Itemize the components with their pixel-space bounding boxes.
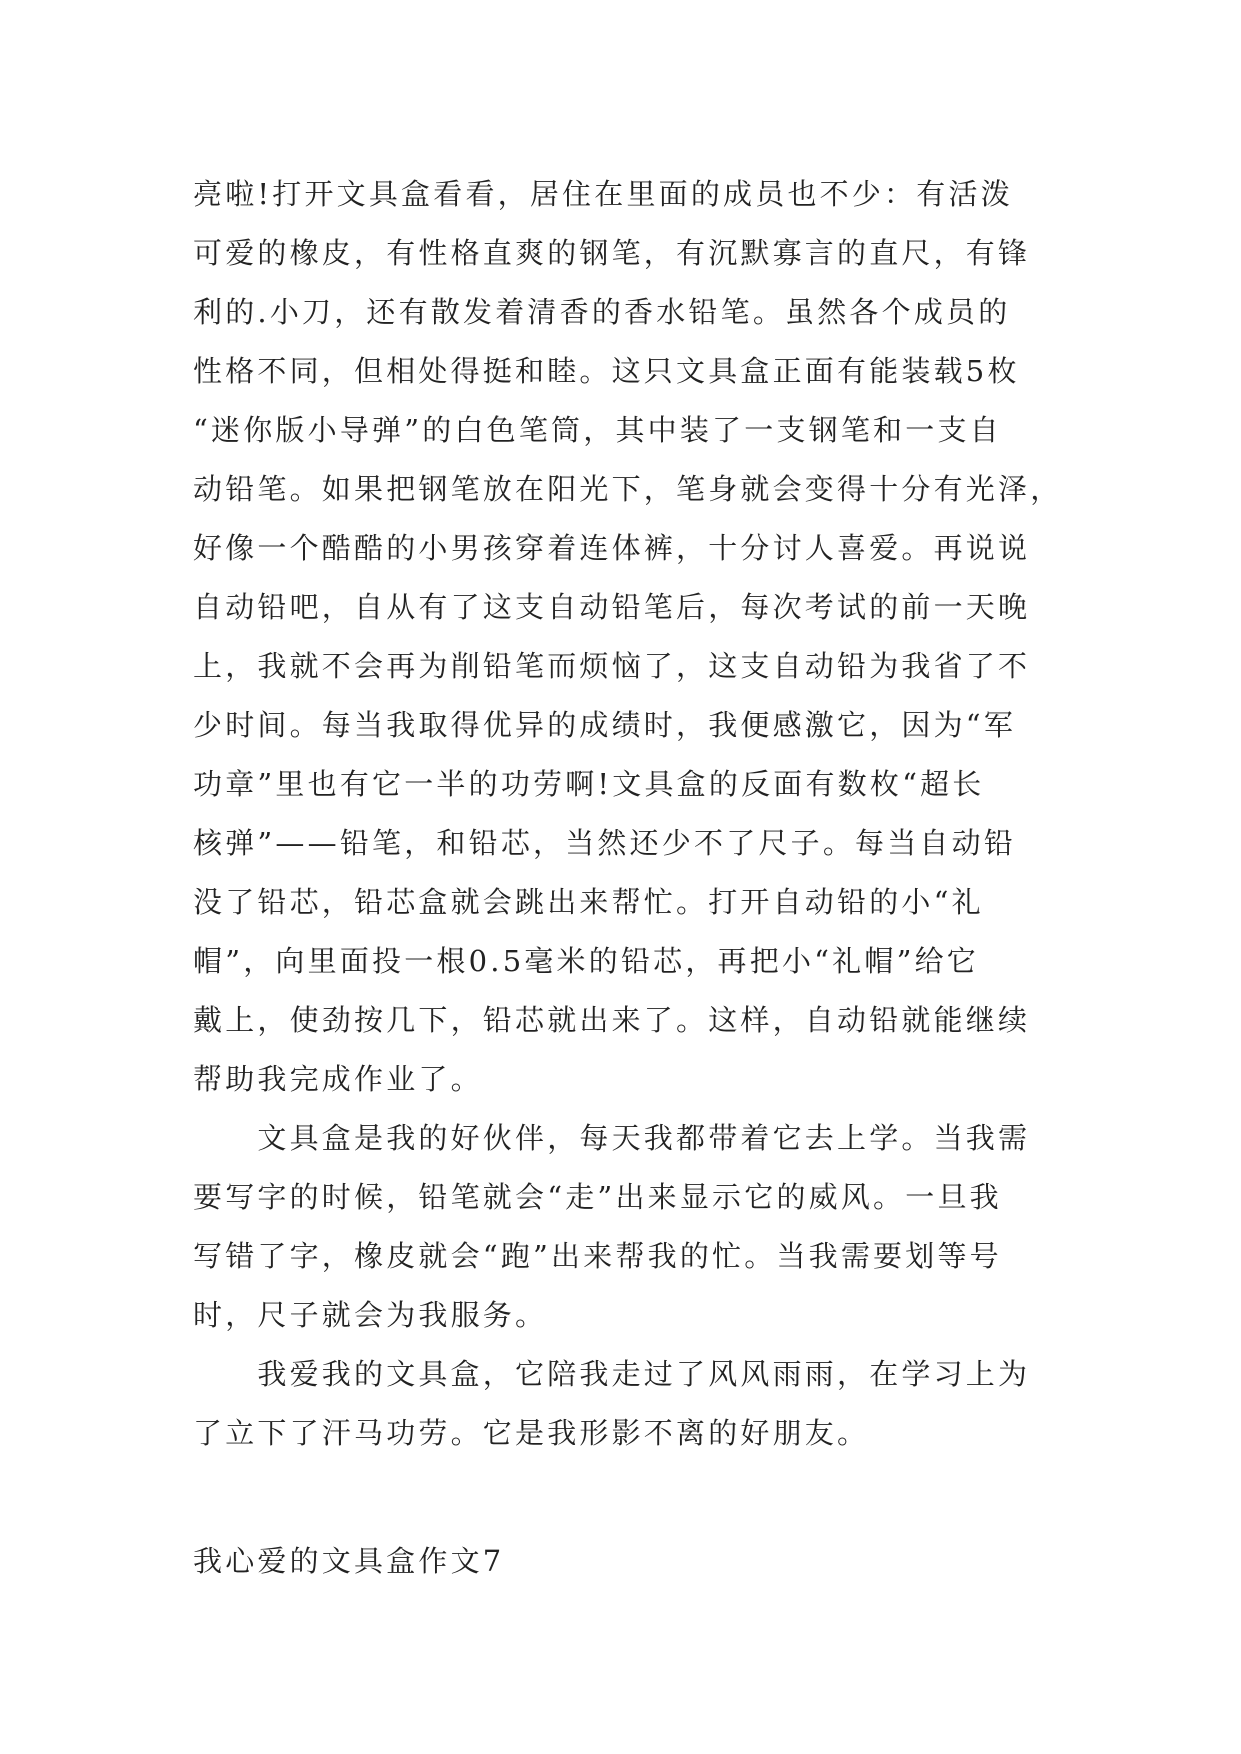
text-line: 要写字的时候，铅笔就会“走”出来显示它的威风。一旦我 [193,1180,1002,1214]
text-line: 帽”，向里面投一根0.5毫米的铅芯，再把小“礼帽”给它 [193,944,979,978]
text-line: 戴上，使劲按几下，铅芯就出来了。这样，自动铅就能继续 [193,1003,1031,1037]
text-line: 自动铅吧，自从有了这支自动铅笔后，每次考试的前一天晚 [193,590,1031,624]
text-line: 我爱我的文具盒，它陪我走过了风风雨雨，在学习上为 [193,1357,1031,1391]
text-line: 上，我就不会再为削铅笔而烦恼了，这支自动铅为我省了不 [193,649,1031,683]
body-text [193,165,1063,1463]
text-line: 少时间。每当我取得优异的成绩时，我便感激它，因为“军 [193,708,1017,742]
text-line: 动铅笔。如果把钢笔放在阳光下，笔身就会变得十分有光泽， [193,472,1063,506]
text-line: 没了铅芯，铅芯盒就会跳出来帮忙。打开自动铅的小“礼 [193,885,984,919]
text-line: 功章”里也有它一半的功劳啊!文具盒的反面有数枚“超长 [193,767,985,801]
text-line: 了立下了汗马功劳。它是我形影不离的好朋友。 [193,1416,870,1450]
text-line: 时，尺子就会为我服务。 [193,1298,548,1332]
paragraph-1 [193,165,1063,1109]
text-line: 可爱的橡皮，有性格直爽的钢笔，有沉默寡言的直尺，有锋 [193,236,1031,270]
text-line: 好像一个酷酷的小男孩穿着连体裤，十分讨人喜爱。再说说 [193,531,1031,565]
text-line: 亮啦!打开文具盒看看，居住在里面的成员也不少：有活泼 [193,177,1013,211]
text-line: 帮助我完成作业了。 [193,1062,483,1096]
text-line: 性格不同，但相处得挺和睦。这只文具盒正面有能装载5枚 [193,354,1020,388]
paragraph-2 [193,1109,1053,1345]
paragraph-3 [193,1345,1053,1463]
text-line: 写错了字，橡皮就会“跑”出来帮我的忙。当我需要划等号 [193,1239,1002,1273]
text-line: “迷你版小导弹”的白色笔筒，其中装了一支钢笔和一支自 [193,413,1002,447]
section-heading: 我心爱的文具盒作文7 [193,1544,505,1578]
text-line: 利的.小刀，还有散发着清香的香水铅笔。虽然各个成员的 [193,295,1011,329]
text-line: 核弹”——铅笔，和铅芯，当然还少不了尺子。每当自动铅 [193,826,1017,860]
text-line: 文具盒是我的好伙伴，每天我都带着它去上学。当我需 [193,1121,1031,1155]
